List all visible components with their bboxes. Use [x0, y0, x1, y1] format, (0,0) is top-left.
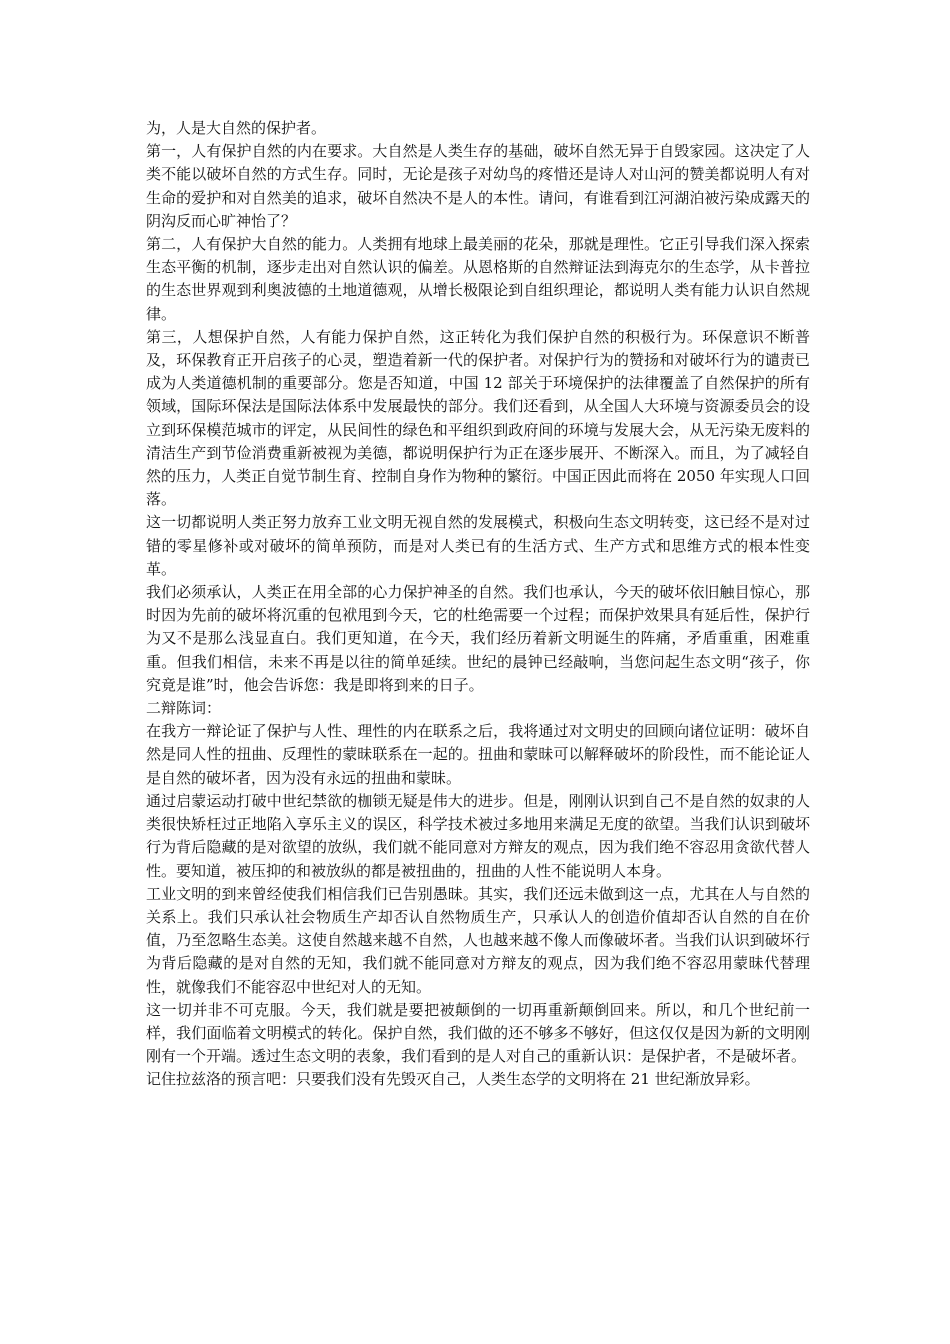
document-body — [146, 117, 810, 1092]
paragraph-transformation: 这一切都说明人类正努力放弃工业文明无视自然的发展模式，积极向生态文明转变，这已经不是对过错的零星修补或对破坏的简单预防，而是对人类已有的生活方式、生产方式和思维方式的根本性变革。 — [146, 513, 810, 578]
paragraph-conclusion-fragment: 为，人是大自然的保护者。 — [146, 119, 327, 137]
section-heading-second-speaker: 二辩陈词： — [146, 699, 222, 718]
paragraph-second-intro: 在我方一辩论证了保护与人性、理性的内在联系之后，我将通过对文明史的回顾向诸位证明：破坏自然是同人性的扭曲、反理性的蒙昧联系在一起的。扭曲和蒙昧可以解释破坏的阶段性，而不能论证人是自然的破坏者，因为没有永远的扭曲和蒙昧。 — [146, 722, 810, 787]
paragraph-point-two: 第二，人有保护大自然的能力。人类拥有地球上最美丽的花朵，那就是理性。它正引导我们深入探索生态平衡的机制，逐步走出对自然认识的偏差。从恩格斯的自然辩证法到海克尔的生态学，从卡普拉的生态世界观到利奥波德的土地道德观，从增长极限论到自组织理论，都说明人类有能力认识自然规律。 — [146, 235, 810, 323]
paragraph-enlightenment: 通过启蒙运动打破中世纪禁欲的枷锁无疑是伟大的进步。但是，刚刚认识到自己不是自然的奴隶的人类很快矫枉过正地陷入享乐主义的误区，科学技术被过多地用来满足无度的欲望。当我们认识到破坏行为背后隐藏的是对欲望的放纵，我们就不能同意对方辩友的观点，因为我们绝不容忍用贪欲代替人性。要知道，被压抑的和被放纵的都是被扭曲的，扭曲的人性不能说明人本身。 — [146, 791, 810, 880]
paragraph-overcome: 这一切并非不可克服。今天，我们就是要把被颠倒的一切再重新颠倒回来。所以，和几个世纪前一样，我们面临着文明模式的转化。保护自然，我们做的还不够多不够好，但这仅仅是因为新的文明刚刚有一个开端。透过生态文明的表象，我们看到的是人对自己的重新认识：是保护者，不是破坏者。 — [146, 1000, 810, 1066]
paragraph-acknowledgement: 我们必须承认，人类正在用全部的心力保护神圣的自然。我们也承认，今天的破坏依旧触目惊心，那时因为先前的破坏将沉重的包袱甩到今天，它的杜绝需要一个过程；而保护效果具有延后性，保护行为又不是那么浅显直白。我们更知道，在今天，我们经历着新文明诞生的阵痛，矛盾重重，困难重重。但我们相信，未来不再是以往的简单延续。世纪的晨钟已经敲响，当您问起生态文明“孩子，你究竟是谁”时，他会告诉您：我是即将到来的日子。 — [146, 583, 810, 694]
paragraph-point-one: 第一，人有保护自然的内在要求。大自然是人类生存的基础，破坏自然无异于自毁家园。这决定了人类不能以破坏自然的方式生存。同时，无论是孩子对幼鸟的疼惜还是诗人对山河的赞美都说明人有对生命的爱护和对自然美的追求，破坏自然决不是人的本性。请问，有谁看到江河湖泊被污染成露天的阴沟反而心旷神怡了？ — [146, 142, 810, 230]
paragraph-laszlo-prophecy: 记住拉兹洛的预言吧：只要我们没有先毁灭自己，人类生态学的文明将在 21 世纪渐放异彩。 — [146, 1070, 760, 1089]
paragraph-industrial-civilization: 工业文明的到来曾经使我们相信我们已告别愚昧。其实，我们还远未做到这一点，尤其在人与自然的关系上。我们只承认社会物质生产却否认自然物质生产，只承认人的创造价值却否认自然的自在价值，乃至忽略生态美。这使自然越来越不自然，人也越来越不像人而像破坏者。当我们认识到破坏行为背后隐藏的是对自然的无知，我们就不能同意对方辩友的观点，因为我们绝不容忍用蒙昧代替理性，就像我们不能容忍中世纪对人的无知。 — [146, 884, 810, 996]
paragraph-point-three: 第三，人想保护自然，人有能力保护自然，这正转化为我们保护自然的积极行为。环保意识不断普及，环保教育正开启孩子的心灵，塑造着新一代的保护者。对保护行为的赞扬和对破坏行为的谴责已成为人类道德机制的重要部分。您是否知道，中国 12 部关于环境保护的法律覆盖了自然保护的所有领域，国际环保法是国际法体系中发展最快的部分。我们还看到，从全国人大环境与资源委员会的设立到环保模范城市的评定，从民间性的绿色和平组织到政府间的环境与发展大会，从无污染无废料的清洁生产到节俭消费重新被视为美德，都说明保护行为正在逐步展开、不断深入。而且，为了减轻自然的压力，人类正自觉节制生育、控制自身作为物种的繁衍。中国正因此而将在 2050 年实现人口回落。 — [146, 327, 810, 509]
